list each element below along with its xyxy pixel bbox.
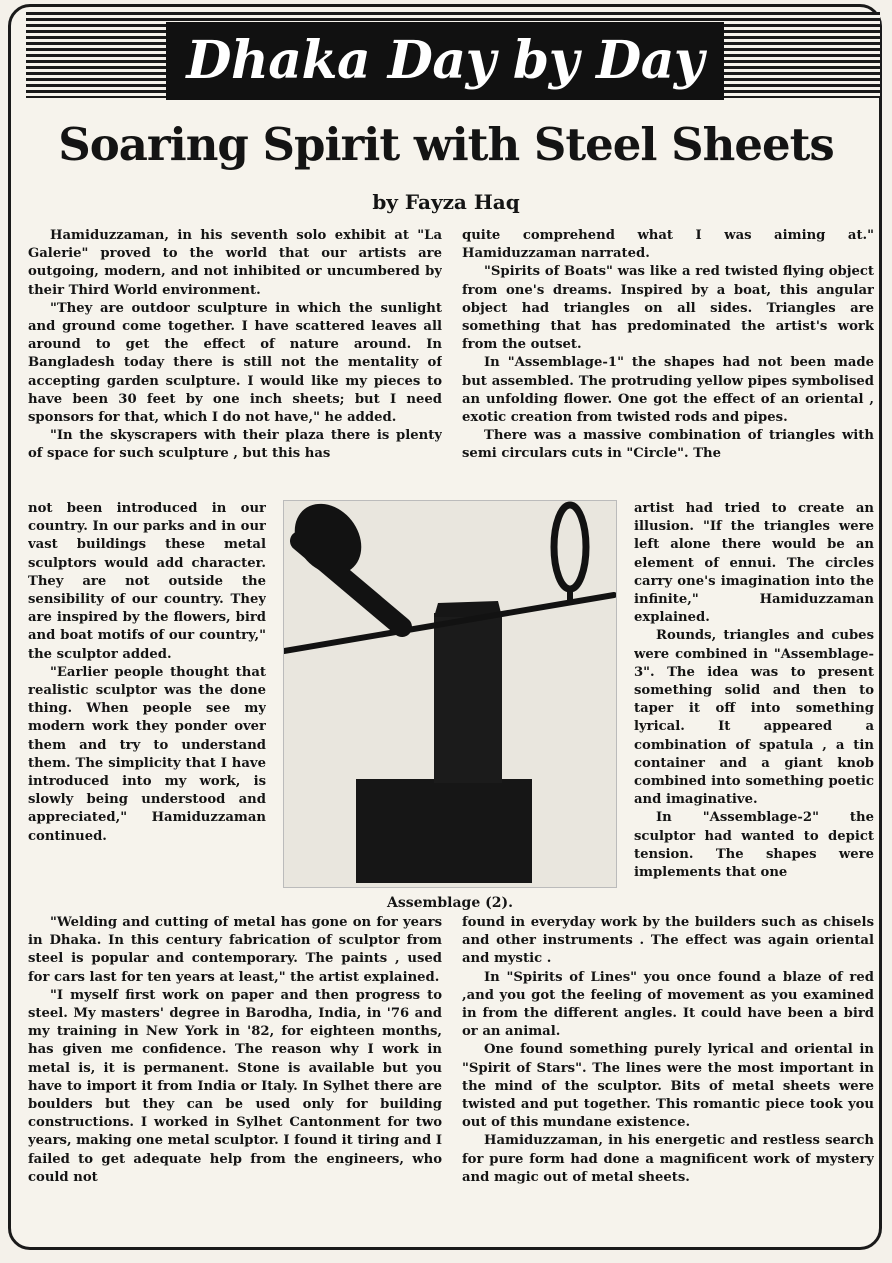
text-column-right-bottom [462,914,874,1244]
paragraph: There was a massive combination of triangles with semi circulars cuts in "Circle". The [462,428,874,462]
paragraph: quite comprehend what I was aiming at." Hamiduzzaman narrated. [462,228,874,262]
paragraph: "Earlier people thought that realistic sculptor was the done thing. When people see my modern work they ponder over them and try to understand them. The simplicity that I have introduced into my work, is slowly being understood and appreciated," Hamiduzzaman continued. [28,664,266,844]
paragraph: "They are outdoor sculpture in which the sunlight and ground come together. I have scattered leaves all around to get the effect of nature around. In Bangladesh today there is still not the mentality of accepting garden sculpture. I would like my pieces to have been 30 feet by one inch sheets; but I need sponsors for that, which I do not have," he added. [28,300,442,426]
photo-caption: Assemblage (2). [387,895,513,911]
paragraph: "Spirits of Boats" was like a red twisted flying object from one's dreams. Inspired by a boat, this angular object had triangles on all sides. Triangles are something that has predominated the artist's work from the outset. [462,264,874,353]
assemblage-sculpture-image [284,501,617,888]
paragraph: "I myself first work on paper and then progress to steel. My masters' degree in Barodha, India, in '76 and my training in New York in '82, for eighteen months, has given me confidence. The reason why I work in metal is, it is permanent. Stone is available but you have to import it from India or Italy. In Sylhet there are boulders but they can be used only for building constructions. I worked in Sylhet Cantonment for two years, making one metal sculptor. I found it tiring and I failed to get adequate help from the engineers, who could not [28,987,442,1185]
paragraph: In "Assemblage-1" the shapes had not been made but assembled. The protruding yellow pipes symbolised an unfolding flower. One got the effect of an oriental , exotic creation from twisted rods and pipes. [462,355,874,426]
paragraph: not been introduced in our country. In our parks and in our vast buildings these metal sculptors would add character. They are not outside the sensibility of our country. They are inspired by the flowers, bird and boat motifs of our country," the sculptor added. [28,501,266,662]
sculpture-photo [283,500,617,888]
text-column-left-middle [28,500,266,910]
paragraph: Hamiduzzaman, in his energetic and restless search for pure form had done a magnificent work of mystery and magic out of metal sheets. [462,1133,874,1185]
paragraph: In "Assemblage-2" the sculptor had wanted to depict tension. The shapes were implements that one [634,810,874,881]
paragraph: "In the skyscrapers with their plaza there is plenty of space for such sculpture , but this has [28,428,442,462]
text-column-right-top [462,227,874,500]
section-banner: Dhaka Day by Day [166,22,724,100]
paragraph: Rounds, triangles and cubes were combined in "Assemblage-3". The idea was to present something solid and then to taper it off into something lyrical. It appeared a combination of spatula , a tin container and a giant knob combined into something poetic and imaginative. [634,628,874,808]
text-column-left-bottom [28,914,442,1244]
paragraph: artist had tried to create an illusion. "If the triangles were left alone there would be an element of ennui. The circles carry one's imagination into the infinite," Hamiduzzaman explained. [634,501,874,626]
paragraph: One found something purely lyrical and oriental in "Spirit of Stars". The lines were the most important in the mind of the sculptor. Bits of metal sheets were twisted and put together. This romantic piece took you out of this mundane existence. [462,1042,874,1131]
text-column-right-middle [634,500,874,912]
paragraph: Hamiduzzaman, in his seventh solo exhibit at "La Galerie" proved to the world that our artists are outgoing, modern, and not inhibited or uncumbered by their Third World environment. [28,228,442,298]
article-byline: by Fayza Haq [372,190,520,214]
article-headline: Soaring Spirit with Steel Sheets [58,118,834,171]
paragraph: found in everyday work by the builders such as chisels and other instruments . The effect was again oriental and mystic . [462,915,874,967]
paragraph: "Welding and cutting of metal has gone on for years in Dhaka. In this century fabrication of sculptor from steel is popular and contemporary. The paints , used for cars last for ten years at least," the artist explained. [28,915,442,985]
text-column-left-top [28,227,442,497]
paragraph: In "Spirits of Lines" you once found a blaze of red ,and you got the feeling of movement as you examined in from the different angles. It could have been a bird or an animal. [462,969,874,1040]
